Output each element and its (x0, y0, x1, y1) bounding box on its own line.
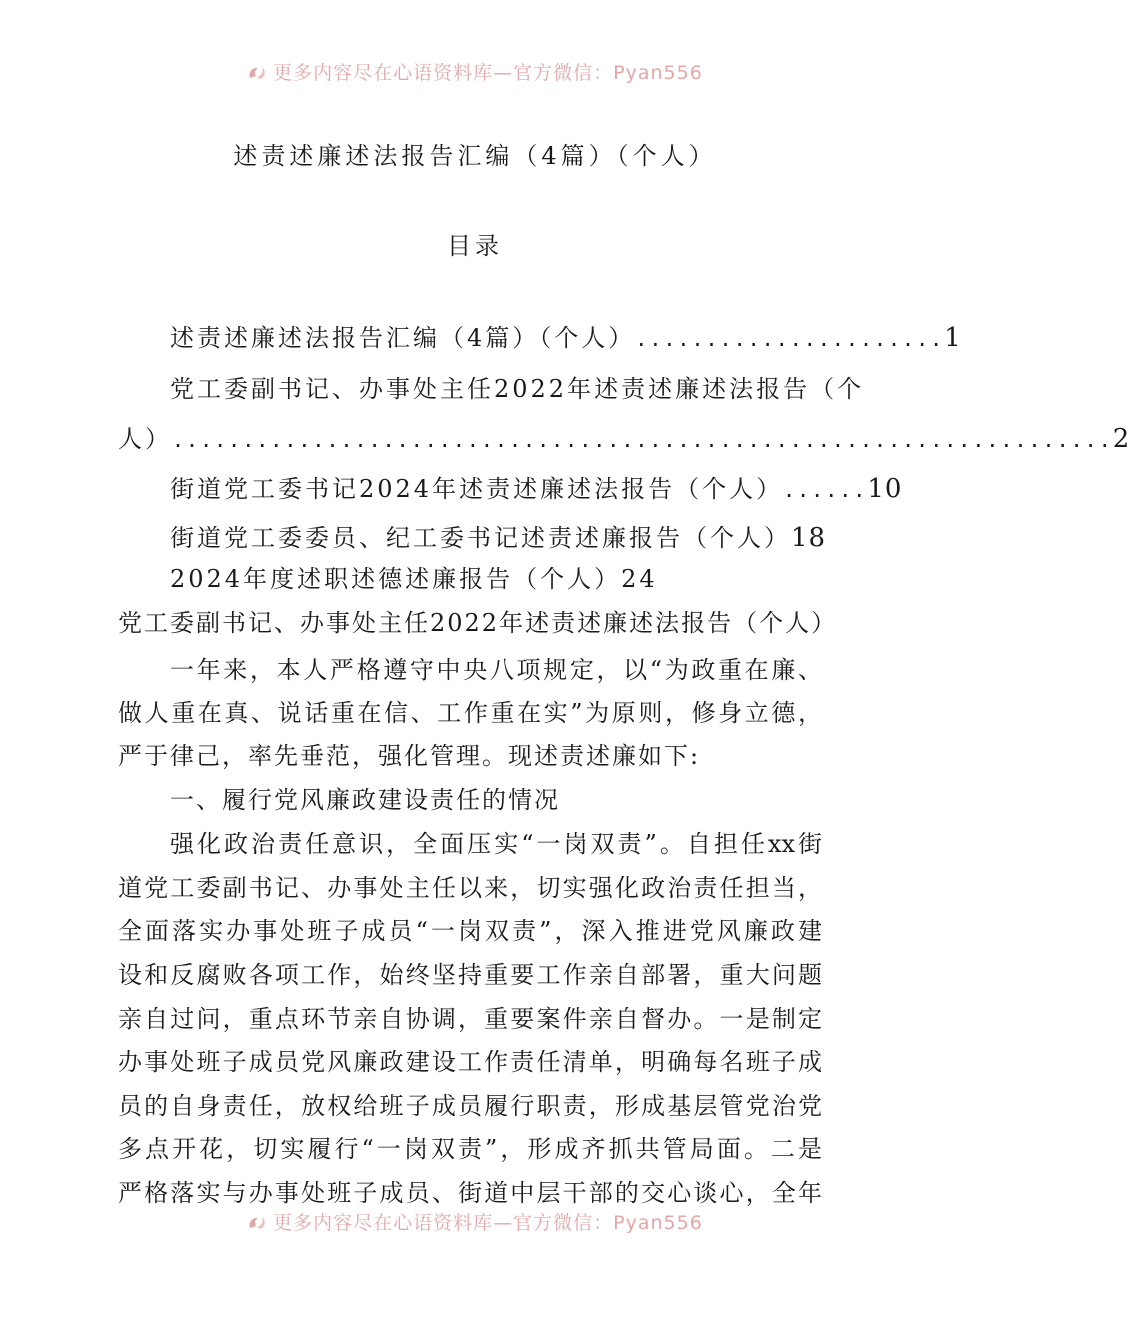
toc-entry-label: 街道党工委书记2024年述责述廉述法报告（个人） (170, 475, 784, 503)
paragraph-line: 强化政治责任意识，全面压实“一岗双责”。自担任xx街 (170, 830, 822, 858)
watermark-bottom (0, 1208, 950, 1238)
toc-leader-dots: ...................... (635, 327, 945, 351)
paragraph-line: 严于律己，率先垂范，强化管理。现述责述廉如下: (118, 742, 701, 770)
toc-entry-label: 述责述廉述法报告汇编（4篇）（个人） (170, 324, 636, 352)
paragraph-line: 一年来，本人严格遵守中央八项规定，以“为政重在廉、 (170, 656, 822, 684)
paragraph-line: 办事处班子成员党风廉政建设工作责任清单，明确每名班子成 (118, 1048, 822, 1076)
section-title: 党工委副书记、办事处主任2022年述责述廉述法报告（个人） (118, 609, 838, 637)
toc-entry-3[interactable] (170, 473, 903, 506)
paragraph-line: 员的自身责任，放权给班子成员履行职责，形成基层管党治党 (118, 1092, 822, 1120)
toc-leader-dots: ................................................................... (172, 428, 1113, 452)
toc-leader-dots: ...... (783, 478, 868, 502)
paragraph-line: 亲自过问，重点环节亲自协调，重要案件亲自督办。一是制定 (118, 1005, 822, 1033)
toc-entry-4[interactable] (170, 522, 827, 555)
paragraph-line: 全面落实办事处班子成员“一岗双责”，深入推进党风廉政建 (118, 917, 822, 945)
toc-entry-label: 党工委副书记、办事处主任2022年述责述廉述法报告（个 (170, 375, 865, 403)
watermark-text: 更多内容尽在心语资料库—官方微信：Pyan556 (273, 1212, 703, 1234)
heading-1: 一、履行党风廉政建设责任的情况 (170, 786, 560, 814)
watermark-text: 更多内容尽在心语资料库—官方微信：Pyan556 (273, 62, 703, 84)
paragraph-line: 多点开花，切实履行“一岗双责”，形成齐抓共管局面。二是 (118, 1135, 822, 1163)
toc-page-number: 10 (867, 474, 903, 504)
paragraph-line: 做人重在真、说话重在信、工作重在实”为原则，修身立德， (118, 699, 822, 727)
logo-icon (247, 1214, 269, 1232)
watermark-top (0, 58, 950, 88)
toc-heading: 目录 (447, 232, 503, 260)
toc-page-number: 2 (1112, 424, 1130, 454)
paragraph-line: 严格落实与办事处班子成员、街道中层干部的交心谈心，全年 (118, 1179, 822, 1207)
toc-entry-label: 2024年度述职述德述廉报告（个人）24 (170, 565, 658, 593)
logo-icon (247, 64, 269, 82)
toc-entry-label: 人） (118, 425, 172, 453)
toc-entry-5[interactable] (170, 563, 822, 595)
toc-page-number: 18 (791, 523, 827, 553)
toc-entry-1[interactable] (170, 322, 962, 355)
toc-entry-2-line2[interactable] (118, 423, 1130, 456)
paragraph-line: 道党工委副书记、办事处主任以来，切实强化政治责任担当， (118, 874, 822, 902)
paragraph-line: 设和反腐败各项工作，始终坚持重要工作亲自部署，重大问题 (118, 961, 822, 989)
document-title: 述责述廉述法报告汇编（4篇）（个人） (233, 142, 717, 170)
toc-page-number: 1 (944, 323, 962, 353)
toc-entry-label: 街道党工委委员、纪工委书记述责述廉报告（个人） (170, 524, 791, 552)
toc-entry-2-line1[interactable] (170, 373, 865, 405)
